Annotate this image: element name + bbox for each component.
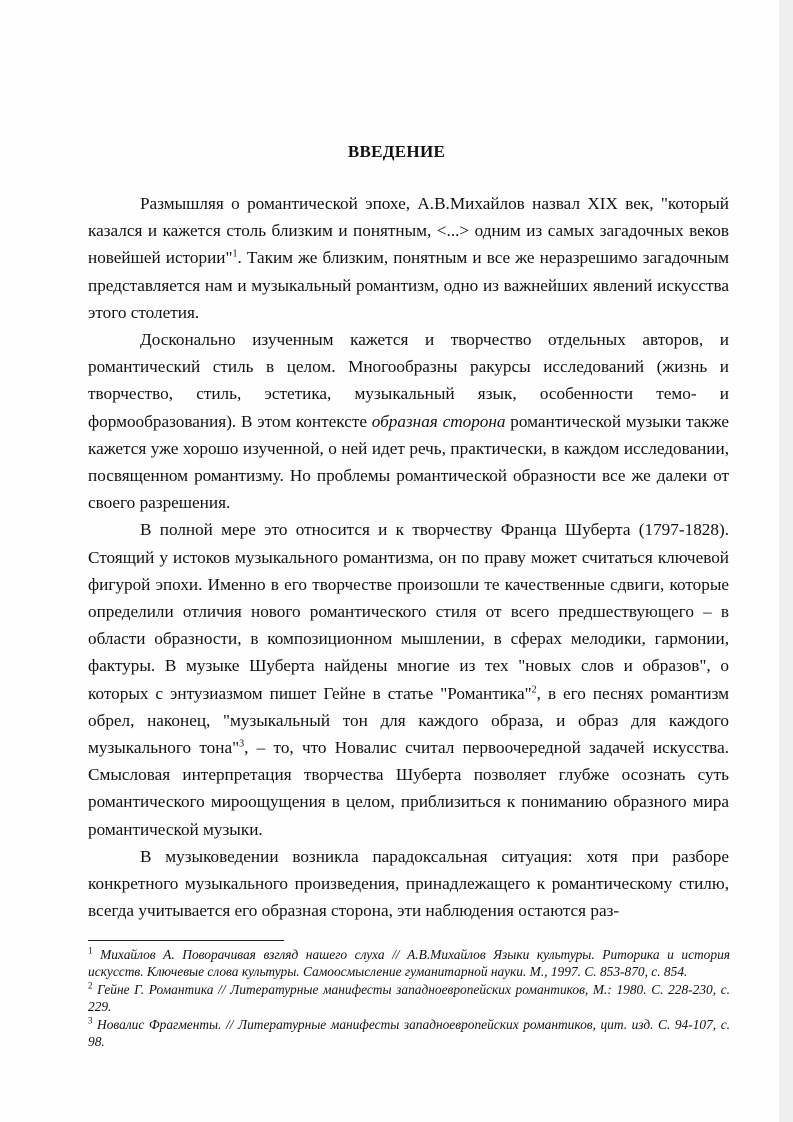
body-text: [88, 190, 729, 924]
footnote-ref: 3: [239, 738, 245, 750]
text-run: , в его песнях романтизм обрел, наконец, "музыкальный тон для каждого образа, и образ для каждого музыкального тона": [88, 683, 729, 758]
footnote-ref: 1: [232, 248, 238, 260]
paragraph: [88, 326, 729, 516]
text-run: романтической музыки также кажется уже хорошо изученной, о ней идет речь, практически, в каждом исследовании, посвященном романтизму. Но проблемы романтической образности все же далеки от своего разрешения.: [88, 411, 729, 513]
text-run: , – то, что Новалис считал первоочередной задачей искусства. Смысловая интерпретация творчества Шуберта позволяет глубже осознать суть романтического мироощущения в целом, приблизиться к пониманию образного мира романтической музыки.: [88, 738, 729, 839]
text-run: В музыковедении возникла парадоксальная ситуация: хотя при разборе конкретного музыкального произведения, принадлежащего к романтическому стилю, всегда учитывается его образная сторона, эти наблюдения остаются раз-: [88, 846, 729, 921]
scan-edge: [779, 0, 793, 1122]
footnote-number: 2: [88, 980, 93, 991]
paragraph: [88, 516, 729, 842]
footnotes: [88, 946, 730, 1051]
paragraph: [88, 190, 729, 326]
footnote-text: Новалис Фрагменты. // Литературные манифесты западноевропейских романтиков, цит. изд. С. 94-107, с. 98.: [88, 1017, 730, 1049]
footnote: [88, 981, 730, 1015]
footnote-number: 1: [88, 945, 93, 956]
footnote: [88, 946, 730, 980]
paragraph: [88, 843, 729, 925]
footnote-ref: 2: [531, 683, 537, 695]
emphasis-text: образная сторона: [371, 411, 506, 431]
footnote-divider: [88, 940, 284, 941]
text-run: В полной мере это относится и к творчеству Франца Шуберта (1797-1828). Стоящий у истоков музыкального романтизма, он по праву может считаться ключевой фигурой эпохи. Именно в его творчестве произошли те качественные сдвиги, которые определили отличия нового романтического стиля от всего предшествующего – в области образности, в композиционном мышлении, в сферах мелодики, гармонии, фактуры. В музыке Шуберта найдены многие из тех "новых слов и образов", о которых с энтузиазмом пишет Гейне в статье "Романтика": [88, 520, 729, 703]
footnote-number: 3: [88, 1015, 93, 1026]
text-run: Досконально изученным кажется и творчество отдельных авторов, и романтический стиль в целом. Многообразны ракурсы исследований (жизнь и творчество, стиль, эстетика, музыкальный язык, особенности темо- и формообразования). В этом контексте: [88, 330, 729, 431]
page-title: ВВЕДЕНИЕ: [347, 142, 446, 161]
footnote: [88, 1016, 730, 1050]
text-run: Размышляя о романтической эпохе, А.В.Михайлов назвал XIX век, "который казался и кажется столь близким и понятным, <...> одним из самых загадочных веков новейшей истории": [88, 194, 729, 268]
footnote-text: Михайлов А. Поворачивая взгляд нашего слуха // А.В.Михайлов Языки культуры. Риторика и история искусств. Ключевые слова культуры. Самоосмысление гуманитарной науки. М., 1997. С. 853-870, с. 854.: [88, 947, 730, 979]
footnote-text: Гейне Г. Романтика // Литературные манифесты западноевропейских романтиков, М.: 1980. С. 228-230, с. 229.: [88, 982, 730, 1014]
text-run: . Таким же близким, понятным и все же неразрешимо загадочным представляется нам и музыкальный романтизм, одно из важнейших явлений искусства этого столетия.: [88, 248, 729, 322]
